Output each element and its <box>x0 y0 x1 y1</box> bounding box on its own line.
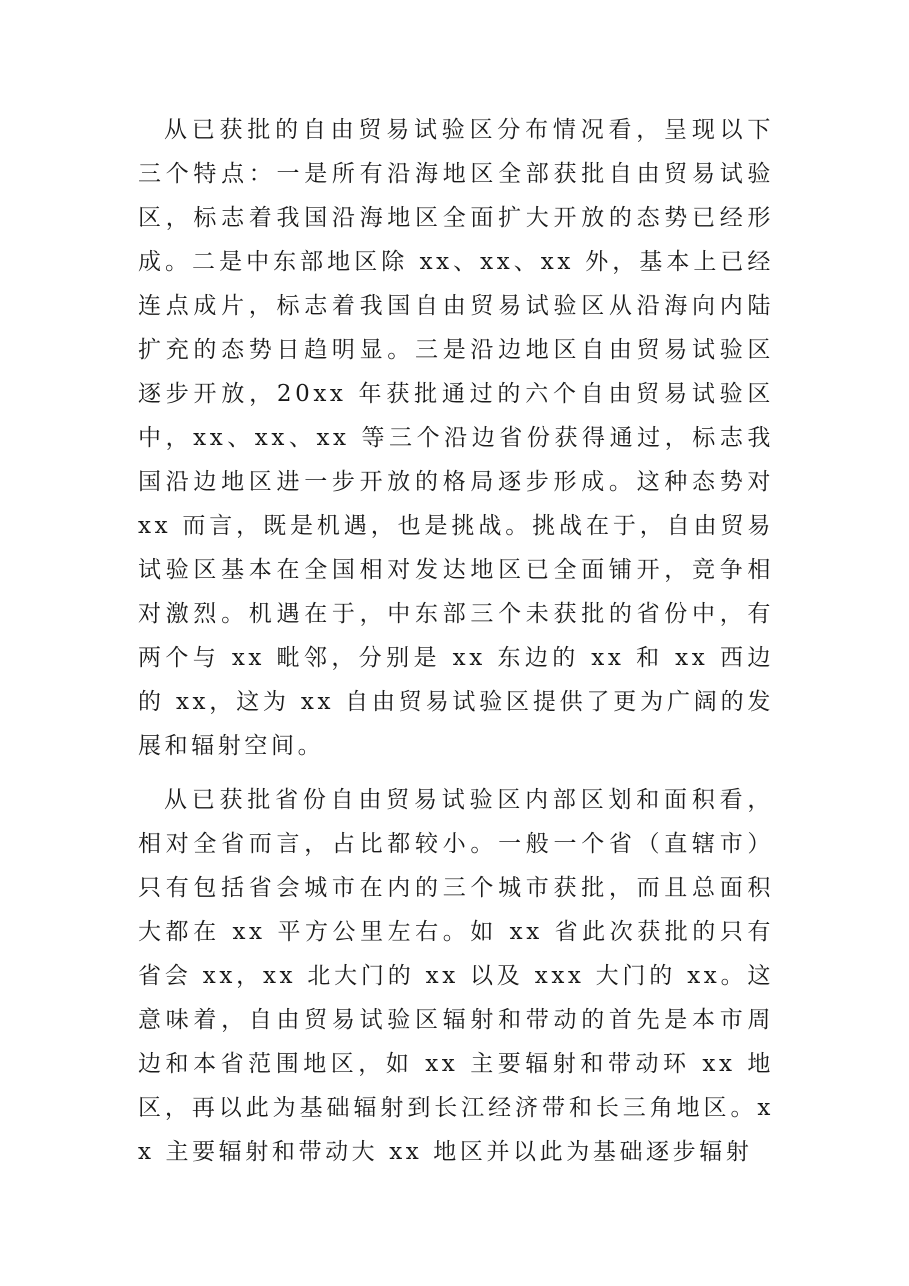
document-body <box>138 108 774 1174</box>
paragraph-distribution: 从已获批的自由贸易试验区分布情况看，呈现以下三个特点：一是所有沿海地区全部获批自由贸易试验区，标志着我国沿海地区全面扩大开放的态势已经形成。二是中东部地区除 xx、xx、xx 外，基本上已经连点成片，标志着我国自由贸易试验区从沿海向内陆扩充的态势日趋明显。三是沿边地区自由贸易试验区逐步开放，20xx 年获批通过的六个自由贸易试验区中，xx、xx、xx 等三个沿边省份获得通过，标志我国沿边地区进一步开放的格局逐步形成。这种态势对 xx 而言，既是机遇，也是挑战。挑战在于，自由贸易试验区基本在全国相对发达地区已全面铺开，竞争相对激烈。机遇在于，中东部三个未获批的省份中，有两个与 xx 毗邻，分别是 xx 东边的 xx 和 xx 西边的 xx，这为 xx 自由贸易试验区提供了更为广阔的发展和辐射空间。 <box>138 117 774 759</box>
paragraph-area: 从已获批省份自由贸易试验区内部区划和面积看，相对全省而言，占比都较小。一般一个省（直辖市）只有包括省会城市在内的三个城市获批，而且总面积大都在 xx 平方公里左右。如 xx 省此次获批的只有省会 xx，xx 北大门的 xx 以及 xxx 大门的 xx。这意味着，自由贸易试验区辐射和带动的首先是本市周边和本省范围地区，如 xx 主要辐射和带动环 xx 地区，再以此为基础辐射到长江经济带和长三角地区。xx 主要辐射和带动大 xx 地区并以此为基础逐步辐射 <box>138 787 774 1165</box>
